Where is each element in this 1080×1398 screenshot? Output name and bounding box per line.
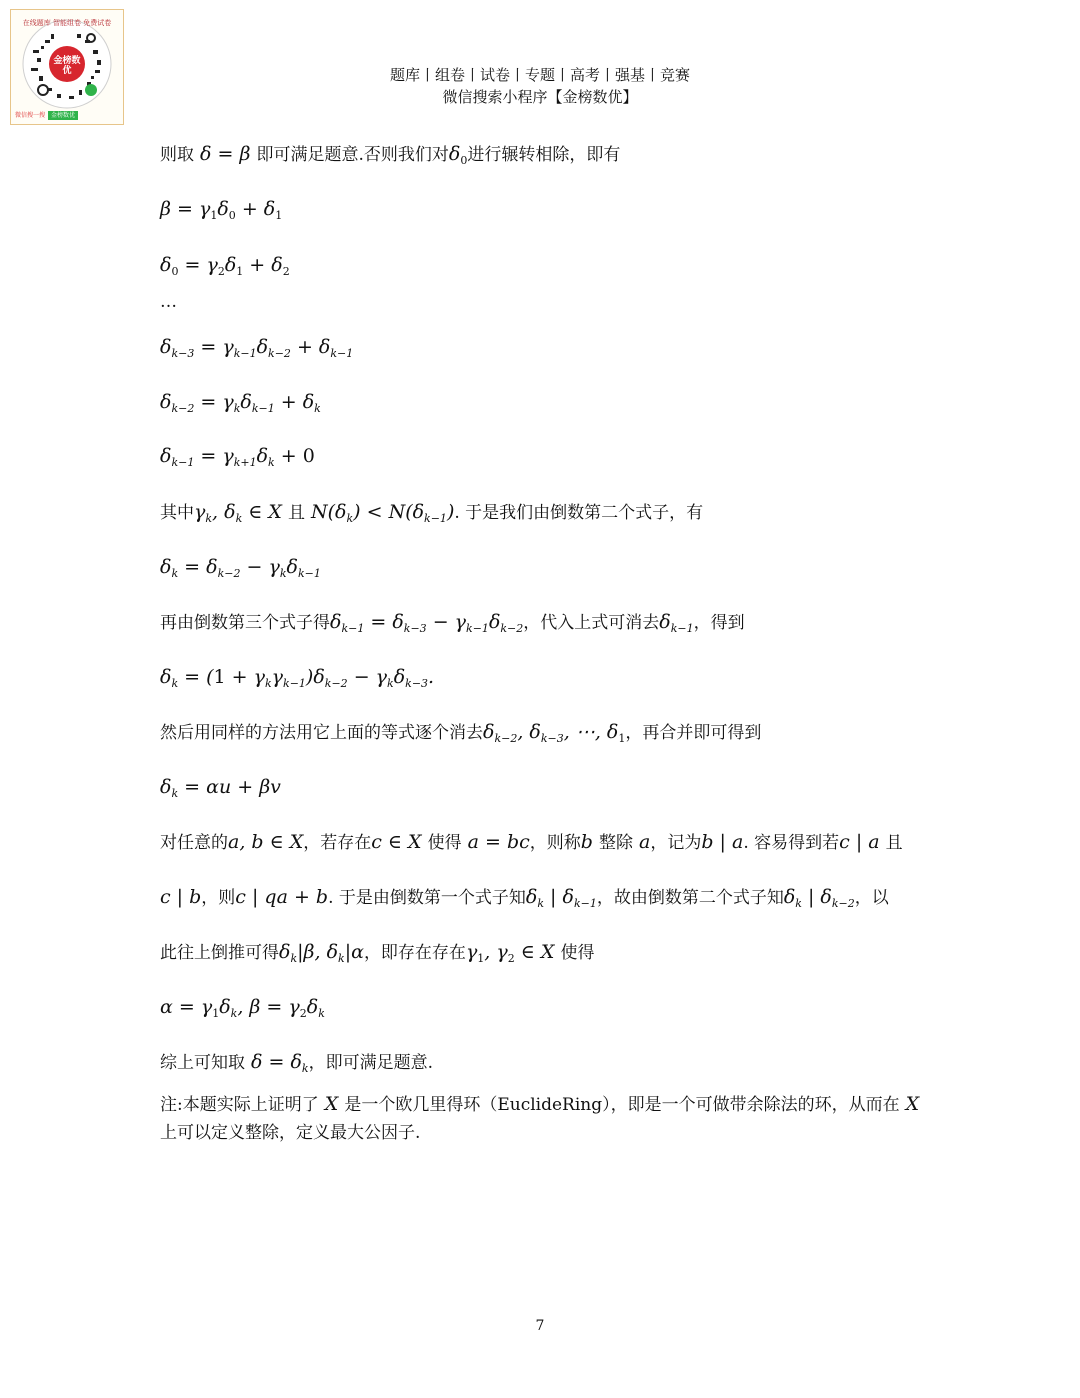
equation-7: $\delta_k = (1 + \gamma_k\gamma_{k-1})\delta_{k-2} - \gamma_k\delta_{k-3}$. [160, 666, 435, 690]
equation-2: $\delta_0 = \gamma_2\delta_1 + \delta_2$ [160, 254, 290, 278]
header-subtitle: 微信搜索小程序【金榜数优】 [442, 88, 638, 106]
equation-9: $\alpha = \gamma_1\delta_k$, $\beta = \gamma_2\delta_k$ [160, 996, 325, 1020]
text-line-10: 再由倒数第三个式子得$\delta_{k-1} = \delta_{k-3} - \gamma_{k-1}\delta_{k-2}$，代入上式可消去$\delta_{k-1}$，得到 [160, 611, 745, 635]
page-number: 7 [535, 1318, 545, 1334]
text-line-1: 则取 δ = β 即可满足题意.否则我们对$\delta_0$进行辗转相除，即有 [160, 143, 621, 167]
equation-5: $\delta_{k-1} = \gamma_{k+1}\delta_k + 0$ [160, 445, 315, 469]
qr-footer-scan: 微信搜一搜 [15, 112, 46, 119]
ellipsis: … [160, 292, 177, 312]
equation-1: $\beta = \gamma_1\delta_0 + \delta_1$ [160, 198, 283, 222]
qr-footer-button[interactable]: 金榜数优 [48, 111, 78, 120]
text-line-15: c | b，则c | qa + b. 于是由倒数第一个式子知$\delta_k$ | $\delta_{k-1}$，故由倒数第二个式子知$\delta_k$ | $\delta_{k-2}$，以 [160, 886, 889, 910]
equation-8: $\delta_k = \alpha u + \beta v$ [160, 776, 281, 800]
text-line-16: 此往上倒推可得$\delta_k|\beta$, $\delta_k|\alpha$，即存在存在$\gamma_1$, $\gamma_2$ ∈ X 使得 [160, 941, 595, 965]
text-line-12: 然后用同样的方法用它上面的等式逐个消去$\delta_{k-2}$, $\delta_{k-3}$, ⋯, $\delta_1$，再合并即可得到 [160, 721, 762, 745]
equation-3: $\delta_{k-3} = \gamma_{k-1}\delta_{k-2} + \delta_{k-1}$ [160, 336, 354, 360]
equation-6: $\delta_k = \delta_{k-2} - \gamma_k\delta_{k-1}$ [160, 556, 321, 580]
text-line-14: 对任意的a, b ∈ X，若存在c ∈ X 使得 a = bc，则称b 整除 a，记为b | a. 容易得到若c | a 且 [160, 831, 903, 853]
equation-4: $\delta_{k-2} = \gamma_k\delta_{k-1} + \delta_k$ [160, 391, 321, 415]
text-line-18: 综上可知取 $\delta = \delta_k$，即可满足题意. [160, 1051, 433, 1075]
qr-center-text: 金榜数优 [53, 56, 81, 76]
header-nav: 题库丨组卷丨试卷丨专题丨高考丨强基丨竞赛 [389, 66, 690, 84]
qr-top-text: 在线题库 智能组卷 免费试卷 [22, 19, 112, 27]
note-paragraph: 注:本题实际上证明了 X 是一个欧几里得环（EuclideRing），即是一个可做带余除法的环，从而在 X 上可以定义整除，定义最大公因子. [160, 1093, 920, 1143]
text-line-8: 其中$\gamma_k$, $\delta_k$ ∈ X 且 $N(\delta_k) < N(\delta_{k-1})$. 于是我们由倒数第二个式子，有 [160, 501, 704, 525]
qr-footer [15, 111, 119, 120]
